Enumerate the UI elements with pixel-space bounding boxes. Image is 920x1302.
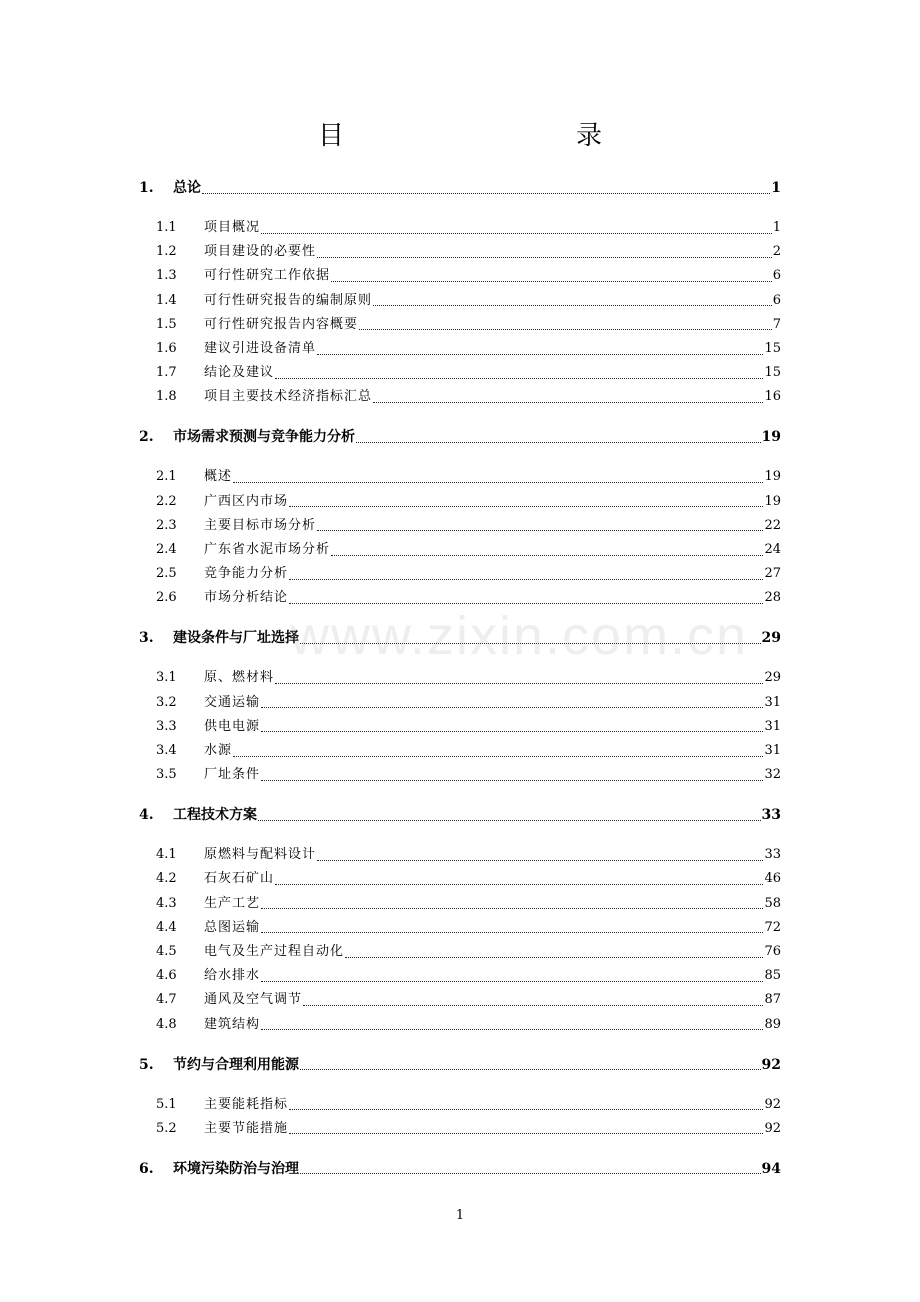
toc-section-title: 项目建设的必要性 (204, 244, 317, 260)
toc-section-title: 建议引进设备清单 (204, 341, 317, 356)
toc-chapter[interactable] (139, 1055, 781, 1075)
dot-leader (261, 233, 772, 234)
toc-section[interactable] (156, 339, 781, 359)
dot-leader (345, 957, 763, 958)
toc-section-title: 供电电源 (204, 718, 261, 734)
toc-section-number: 2.5 (156, 566, 177, 582)
toc-section[interactable] (156, 540, 781, 560)
toc-chapter-number: 2. (139, 429, 154, 446)
toc-section[interactable] (156, 966, 781, 986)
toc-section[interactable] (156, 242, 781, 262)
toc-section-number: 4.5 (156, 944, 177, 959)
toc-section-page: 87 (764, 992, 781, 1008)
toc-section-page: 15 (764, 365, 781, 381)
toc-section[interactable] (156, 1119, 781, 1139)
dot-leader (303, 1005, 763, 1006)
toc-section[interactable] (156, 492, 781, 512)
dot-leader (317, 860, 763, 861)
toc-section-title: 广西区内市场 (204, 493, 289, 509)
toc-chapter-title: 建设条件与厂址选择 (173, 630, 299, 647)
toc-section-page: 16 (764, 389, 781, 405)
toc-section-title: 建筑结构 (204, 1016, 261, 1032)
dot-leader (300, 643, 761, 644)
toc-section-title: 原燃料与配料设计 (204, 847, 317, 863)
toc-section-title: 电气及生产过程自动化 (204, 944, 345, 959)
toc-section-number: 3.1 (156, 670, 177, 686)
dot-leader (233, 482, 763, 483)
toc-section[interactable] (156, 564, 781, 584)
toc-section-title: 概述 (204, 469, 233, 485)
dot-leader (261, 932, 763, 933)
dot-leader (261, 731, 763, 732)
toc-section-number: 1.2 (156, 244, 177, 260)
toc-section-page: 7 (772, 316, 781, 332)
toc-section[interactable] (156, 918, 781, 938)
toc-chapter-number: 1. (139, 180, 154, 196)
toc-chapter-number: 5. (139, 1056, 154, 1073)
toc-section-number: 2.2 (156, 493, 177, 509)
dot-leader (317, 530, 763, 531)
dot-leader (289, 506, 763, 507)
toc-chapter-number: 3. (139, 630, 154, 647)
toc-section-number: 3.4 (156, 743, 177, 758)
dot-leader (289, 1133, 763, 1134)
toc-section-title: 可行性研究报告内容概要 (204, 316, 359, 332)
toc-section-page: 27 (764, 566, 781, 582)
toc-section[interactable] (156, 693, 781, 713)
toc-section-number: 5.2 (156, 1120, 177, 1136)
dot-leader (331, 555, 763, 556)
toc-section-number: 1.7 (156, 365, 177, 381)
toc-section-page: 46 (764, 871, 781, 887)
toc-section[interactable] (156, 516, 781, 536)
toc-chapter[interactable] (139, 628, 781, 648)
dot-leader (300, 1069, 761, 1070)
toc-section-number: 4.4 (156, 919, 177, 935)
toc-section-page: 15 (764, 341, 781, 356)
toc-section-title: 项目主要技术经济指标汇总 (204, 389, 373, 405)
toc-chapter-title: 市场需求预测与竞争能力分析 (173, 429, 355, 446)
toc-section[interactable] (156, 1095, 781, 1115)
dot-leader (359, 329, 772, 330)
toc-chapter[interactable] (139, 805, 781, 825)
toc-section-title: 生产工艺 (204, 895, 261, 911)
toc-section-title: 主要目标市场分析 (204, 517, 317, 533)
toc-section[interactable] (156, 218, 781, 238)
dot-leader (275, 884, 763, 885)
dot-leader (289, 579, 763, 580)
toc-section-page: 32 (764, 767, 781, 783)
toc-chapter-title: 环境污染防治与治理 (173, 1160, 299, 1177)
dot-leader (261, 707, 763, 708)
dot-leader (289, 603, 763, 604)
toc-section-title: 主要能耗指标 (204, 1096, 289, 1112)
toc-chapter-page: 92 (761, 1056, 781, 1073)
toc-section-title: 给水排水 (204, 968, 261, 984)
toc-section-number: 3.5 (156, 767, 177, 783)
toc-section-page: 31 (764, 718, 781, 734)
toc-section-number: 3.3 (156, 718, 177, 734)
toc-section-number: 1.8 (156, 389, 177, 405)
toc-section-page: 33 (764, 847, 781, 863)
toc-chapter-page: 94 (761, 1160, 781, 1177)
toc-section-page: 76 (764, 944, 781, 959)
toc-chapter-number: 4. (139, 807, 154, 824)
dot-leader (233, 756, 763, 757)
toc-section-title: 通风及空气调节 (204, 992, 303, 1008)
toc-section-number: 2.3 (156, 517, 177, 533)
toc-section-number: 4.6 (156, 968, 177, 984)
toc-section-title: 结论及建议 (204, 365, 275, 381)
dot-leader (331, 281, 772, 282)
toc-section-page: 58 (764, 895, 781, 911)
toc-chapter[interactable] (139, 427, 781, 447)
toc-section-title: 总图运输 (204, 919, 261, 935)
toc-section[interactable] (156, 741, 781, 761)
toc-chapter-page: 33 (761, 807, 781, 824)
toc-section-title: 广东省水泥市场分析 (204, 542, 331, 557)
toc-section[interactable] (156, 363, 781, 383)
toc-chapter-title: 节约与合理利用能源 (173, 1056, 299, 1073)
dot-leader (261, 908, 763, 909)
toc-chapter-page: 1 (771, 180, 781, 196)
toc-section-number: 4.1 (156, 847, 177, 863)
toc-section-number: 4.3 (156, 895, 177, 911)
toc-section-number: 2.4 (156, 542, 177, 557)
toc-section-page: 22 (764, 517, 781, 533)
dot-leader (317, 354, 763, 355)
toc-chapter-page: 29 (761, 630, 781, 647)
footer-page-number: 1 (455, 1208, 465, 1223)
toc-section-number: 4.2 (156, 871, 177, 887)
dot-leader (373, 305, 772, 306)
toc-section-page: 85 (764, 968, 781, 984)
toc-section[interactable] (156, 266, 781, 286)
dot-leader (356, 442, 761, 443)
dot-leader (261, 981, 763, 982)
toc-section-page: 24 (764, 542, 781, 557)
toc-section-page: 31 (764, 694, 781, 710)
toc-section-title: 厂址条件 (204, 767, 261, 783)
toc-section-number: 2.1 (156, 469, 177, 485)
watermark: www.zixin.com.cn (290, 606, 749, 666)
toc-section-title: 石灰石矿山 (204, 871, 275, 887)
toc-section-page: 28 (764, 590, 781, 606)
toc-section-title: 可行性研究报告的编制原则 (204, 292, 373, 308)
toc-section[interactable] (156, 717, 781, 737)
toc-section-number: 2.6 (156, 590, 177, 606)
page-title: 目 录 (317, 121, 662, 151)
toc-section-title: 水源 (204, 743, 233, 758)
toc-section-number: 1.1 (156, 220, 177, 235)
dot-leader (261, 780, 763, 781)
toc-section[interactable] (156, 942, 781, 962)
toc-chapter[interactable] (139, 1159, 781, 1179)
dot-leader (289, 1109, 763, 1110)
toc-section-page: 92 (764, 1096, 781, 1112)
toc-section-page: 89 (764, 1016, 781, 1032)
toc-section-number: 1.4 (156, 292, 177, 308)
toc-section-number: 4.7 (156, 992, 177, 1008)
toc-section-title: 竞争能力分析 (204, 566, 289, 582)
toc-section-number: 3.2 (156, 694, 177, 710)
toc-section-title: 市场分析结论 (204, 590, 289, 606)
dot-leader (275, 378, 763, 379)
toc-section-page: 72 (764, 919, 781, 935)
toc-section-title: 主要节能措施 (204, 1120, 289, 1136)
toc-section-page: 19 (764, 493, 781, 509)
toc-section[interactable] (156, 845, 781, 865)
toc-chapter-page: 19 (761, 429, 781, 446)
toc-section[interactable] (156, 765, 781, 785)
toc-chapter-title: 总论 (173, 180, 201, 196)
toc-section-title: 可行性研究工作依据 (204, 268, 331, 284)
toc-section[interactable] (156, 315, 781, 335)
dot-leader (317, 257, 772, 258)
toc-section[interactable] (156, 668, 781, 688)
dot-leader (261, 1029, 763, 1030)
toc-section[interactable] (156, 990, 781, 1010)
toc-section-page: 29 (764, 670, 781, 686)
toc-section-title: 交通运输 (204, 694, 261, 710)
toc-section-title: 原、燃材料 (204, 670, 275, 686)
toc-section-page: 19 (764, 469, 781, 485)
toc-section[interactable] (156, 869, 781, 889)
dot-leader (275, 683, 763, 684)
toc-section-page: 92 (764, 1120, 781, 1136)
dot-leader (258, 820, 761, 821)
toc-section-number: 1.3 (156, 268, 177, 284)
dot-leader (300, 1173, 761, 1174)
dot-leader (373, 402, 763, 403)
toc-section-number: 1.6 (156, 341, 177, 356)
toc-chapter[interactable] (139, 178, 781, 198)
toc-section-page: 6 (772, 268, 781, 284)
toc-section-number: 1.5 (156, 316, 177, 332)
toc-section-page: 2 (772, 244, 781, 260)
dot-leader (202, 193, 770, 194)
toc-section-page: 31 (764, 743, 781, 758)
toc-chapter-number: 6. (139, 1160, 154, 1177)
toc-section[interactable] (156, 588, 781, 608)
toc-section-page: 6 (772, 292, 781, 308)
toc-section-number: 5.1 (156, 1096, 177, 1112)
toc-chapter-title: 工程技术方案 (173, 807, 257, 824)
toc-section[interactable] (156, 1015, 781, 1035)
toc-section-number: 4.8 (156, 1016, 177, 1032)
toc-section[interactable] (156, 387, 781, 407)
toc-section[interactable] (156, 894, 781, 914)
toc-section[interactable] (156, 467, 781, 487)
toc-section-page: 1 (772, 220, 781, 235)
toc-section-title: 项目概况 (204, 220, 261, 235)
toc-section[interactable] (156, 291, 781, 311)
